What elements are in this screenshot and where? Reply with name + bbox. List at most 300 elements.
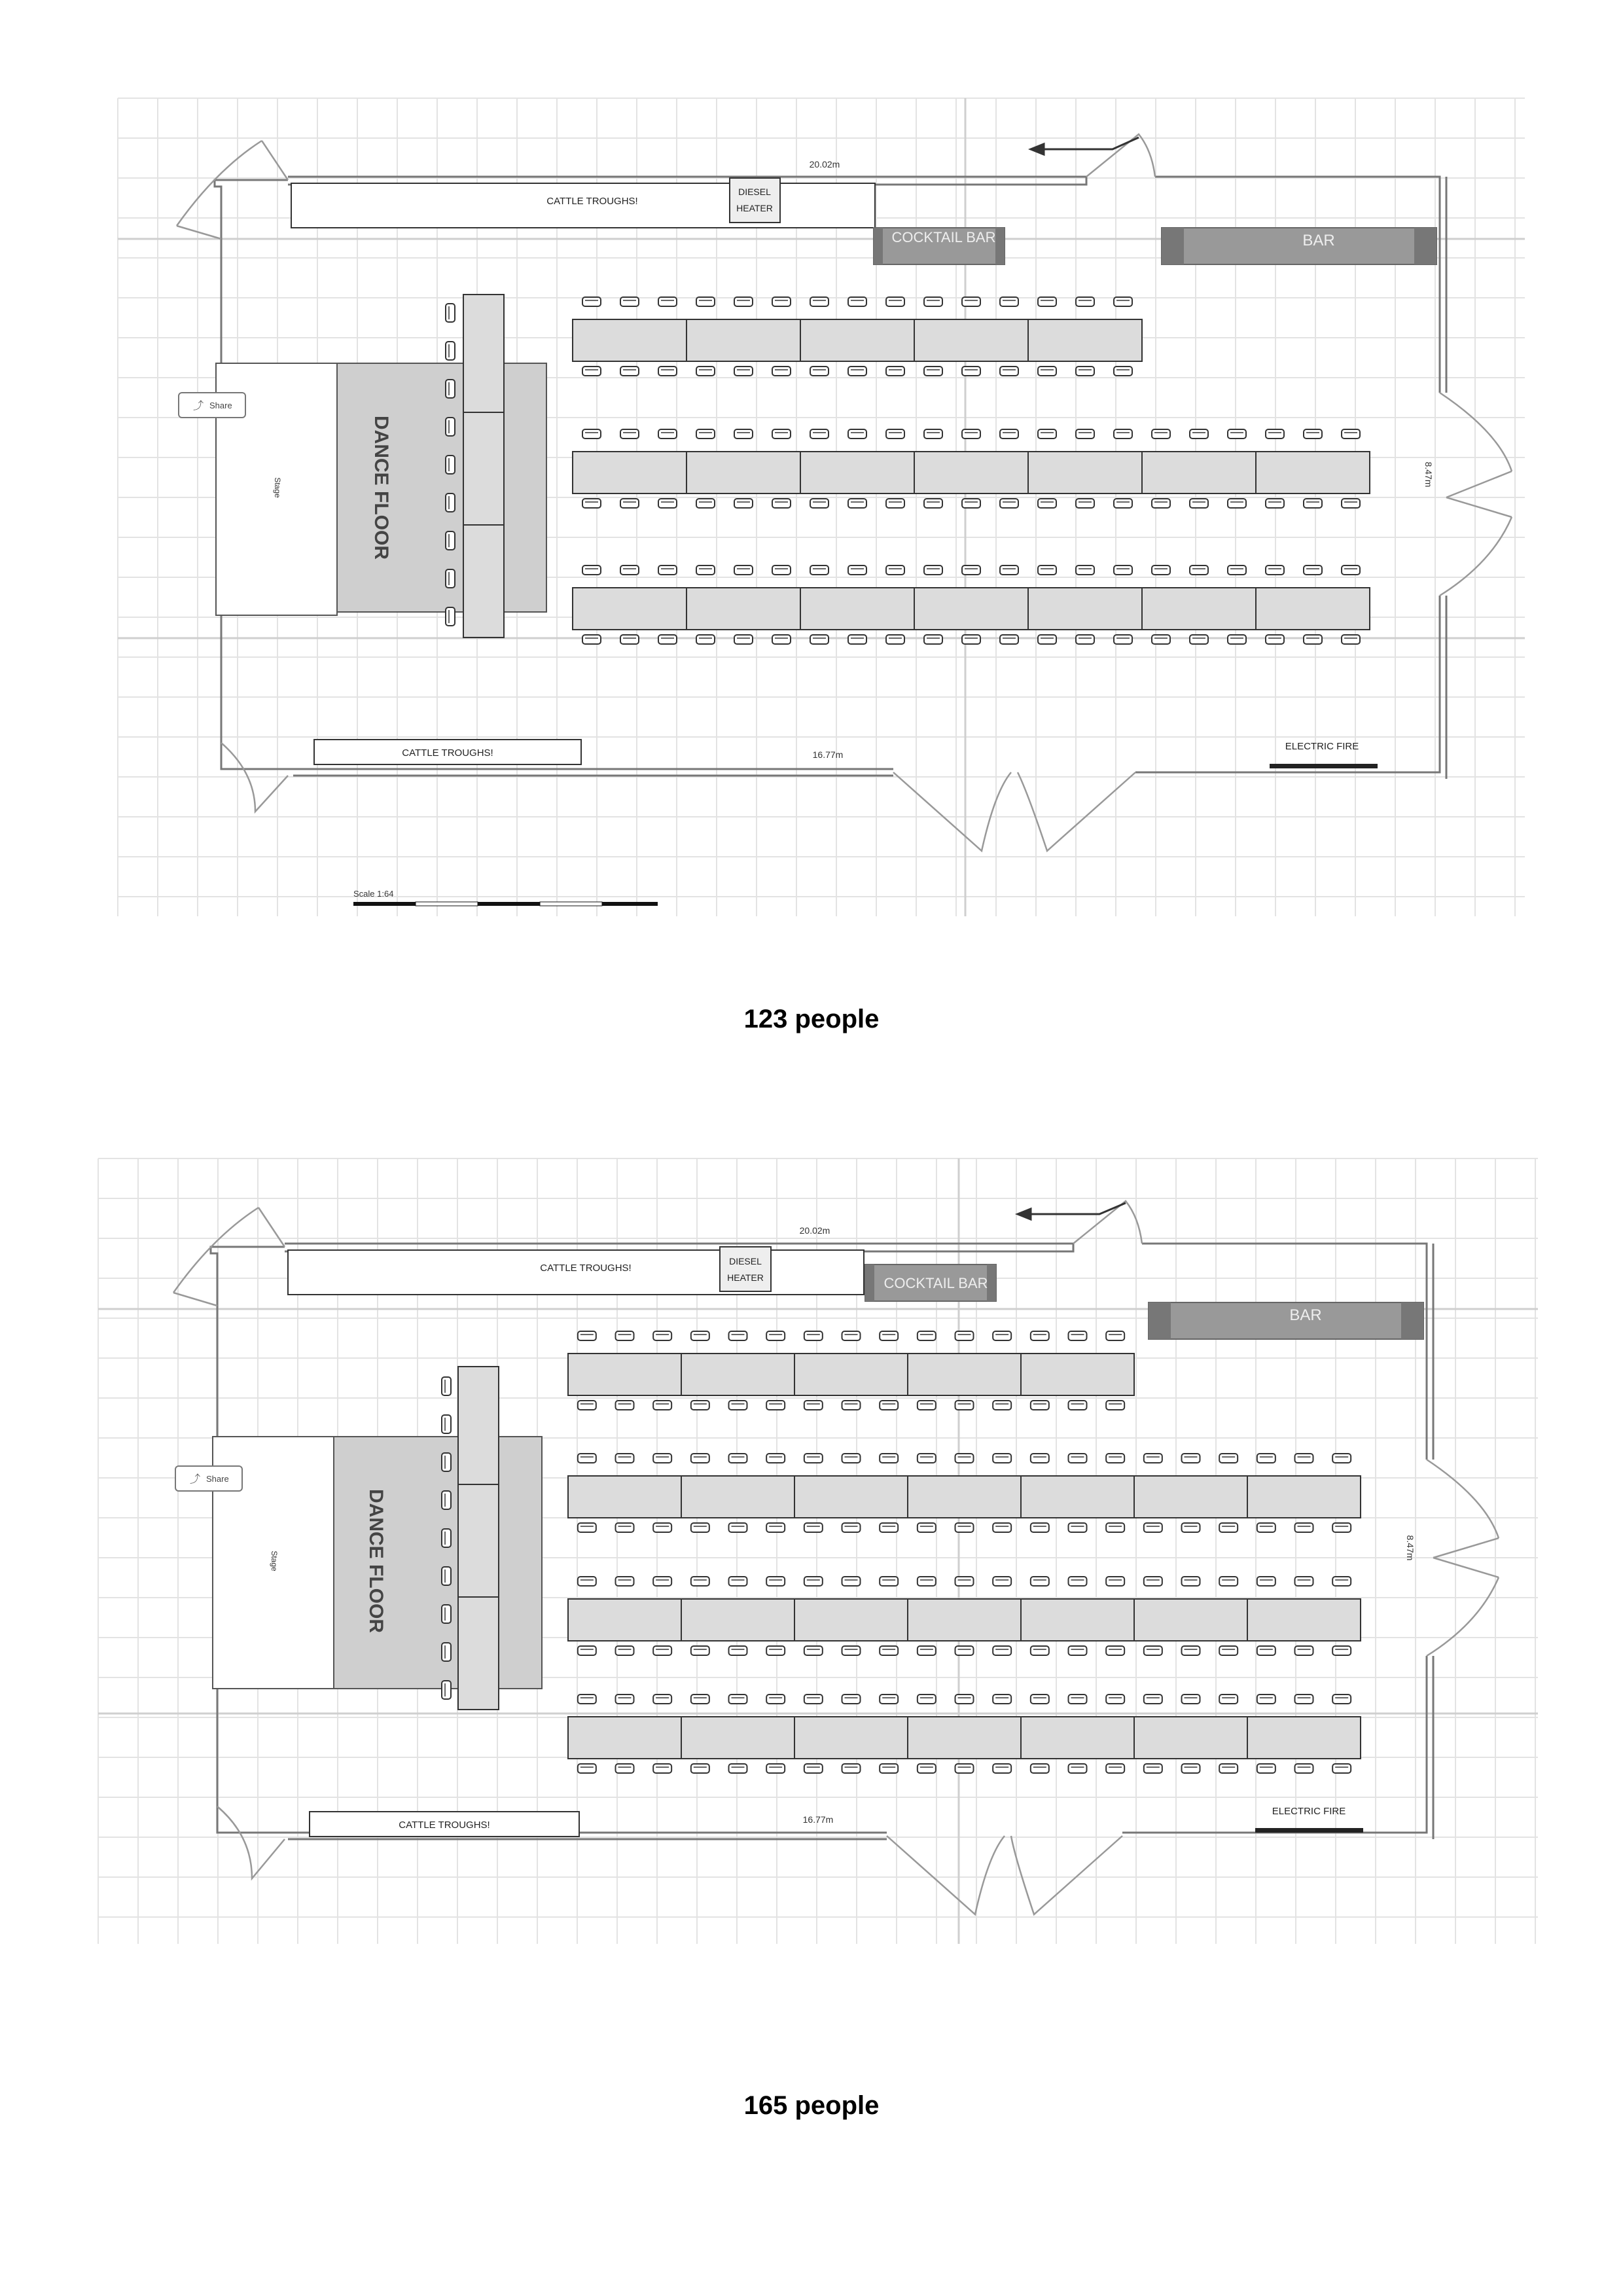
- chair: [696, 565, 715, 575]
- bar-label: BAR: [1302, 232, 1335, 249]
- chair: [1106, 1523, 1124, 1532]
- side-dimension: 8.47m: [1423, 461, 1434, 488]
- chair: [1152, 635, 1170, 644]
- chair: [729, 1577, 747, 1586]
- chair: [1069, 1764, 1087, 1773]
- chair: [880, 1695, 898, 1704]
- chair: [1304, 429, 1322, 439]
- chair: [962, 297, 980, 306]
- chair: [582, 367, 601, 376]
- banquet-table: [1247, 1717, 1361, 1759]
- chair: [446, 456, 455, 474]
- dance-floor-label: DANCE FLOOR: [365, 1489, 387, 1633]
- chair: [1069, 1401, 1087, 1410]
- arrow-icon: [1018, 1203, 1126, 1219]
- chair: [1219, 1764, 1238, 1773]
- chair: [848, 297, 866, 306]
- cattle-troughs-top-label: CATTLE TROUGHS!: [540, 1263, 632, 1274]
- banquet-table: [1247, 1599, 1361, 1641]
- banquet-table: [800, 319, 914, 361]
- chair: [578, 1331, 596, 1340]
- chair: [620, 635, 639, 644]
- banquet-table: [1142, 588, 1256, 630]
- chair: [653, 1523, 671, 1532]
- chair: [1031, 1454, 1049, 1463]
- seating-rows: [573, 297, 1370, 644]
- chair: [1076, 565, 1094, 575]
- chair: [766, 1577, 785, 1586]
- chair: [620, 429, 639, 439]
- banquet-table: [681, 1476, 794, 1518]
- chair: [993, 1764, 1011, 1773]
- chair: [658, 429, 677, 439]
- chair: [1114, 565, 1132, 575]
- chair: [616, 1577, 634, 1586]
- chair: [772, 367, 791, 376]
- main-bar: [1149, 1302, 1423, 1339]
- chair: [1266, 565, 1284, 575]
- chair: [886, 367, 904, 376]
- chair: [442, 1453, 451, 1471]
- chair: [696, 429, 715, 439]
- chair: [691, 1401, 709, 1410]
- chair: [578, 1577, 596, 1586]
- banquet-table: [1028, 319, 1142, 361]
- chair: [729, 1401, 747, 1410]
- cattle-troughs-bottom-label: CATTLE TROUGHS!: [399, 1820, 490, 1831]
- chair: [955, 1577, 974, 1586]
- dance-floor-label: DANCE FLOOR: [370, 416, 392, 560]
- chair: [880, 1523, 898, 1532]
- chair: [582, 565, 601, 575]
- chair: [955, 1331, 974, 1340]
- chair: [1114, 367, 1132, 376]
- chair: [918, 1695, 936, 1704]
- chair: [734, 367, 753, 376]
- chair: [1000, 429, 1018, 439]
- chair: [1031, 1523, 1049, 1532]
- chair: [772, 429, 791, 439]
- bottom-dimension: 16.77m: [802, 1814, 834, 1825]
- chair: [442, 1377, 451, 1395]
- stage-label: Stage: [270, 1551, 279, 1571]
- chair: [924, 367, 942, 376]
- chair: [1031, 1577, 1049, 1586]
- banquet-table: [794, 1717, 908, 1759]
- caption-165: 165 people: [743, 2091, 880, 2120]
- banquet-table: [1142, 452, 1256, 493]
- chair: [658, 297, 677, 306]
- chair: [993, 1577, 1011, 1586]
- chair: [886, 499, 904, 508]
- scale-bar: [353, 902, 658, 906]
- caption-123: 123 people: [743, 1005, 880, 1033]
- chair: [804, 1646, 823, 1655]
- chair: [446, 607, 455, 626]
- chair: [918, 1523, 936, 1532]
- chair: [1190, 499, 1208, 508]
- chair: [653, 1454, 671, 1463]
- chair: [1304, 635, 1322, 644]
- chair: [1342, 635, 1360, 644]
- diesel-heater-label-2: HEATER: [736, 203, 773, 213]
- chair: [1114, 297, 1132, 306]
- cocktail-bar-label: COCKTAIL BAR: [883, 1275, 988, 1291]
- top-dimension: 20.02m: [799, 1225, 830, 1236]
- head-table-chairs: [442, 1377, 451, 1699]
- chair: [842, 1454, 861, 1463]
- main-bar: [1162, 228, 1436, 264]
- chair: [766, 1764, 785, 1773]
- chair: [616, 1695, 634, 1704]
- chair: [886, 635, 904, 644]
- chair: [842, 1331, 861, 1340]
- chair: [1144, 1523, 1162, 1532]
- chair: [1266, 429, 1284, 439]
- chair: [658, 499, 677, 508]
- chair: [1076, 297, 1094, 306]
- chair: [955, 1764, 974, 1773]
- chair: [1228, 429, 1246, 439]
- chair: [810, 297, 829, 306]
- chair: [766, 1454, 785, 1463]
- chair: [1332, 1764, 1351, 1773]
- chair: [810, 565, 829, 575]
- chair: [993, 1523, 1011, 1532]
- chair: [962, 635, 980, 644]
- electric-fire-label: ELECTRIC FIRE: [1285, 741, 1359, 752]
- chair: [1144, 1764, 1162, 1773]
- banquet-table: [908, 1717, 1021, 1759]
- chair: [582, 429, 601, 439]
- scale-label: Scale 1:64: [353, 889, 394, 899]
- chair: [691, 1764, 709, 1773]
- chair: [1152, 429, 1170, 439]
- chair: [1304, 499, 1322, 508]
- chair: [848, 499, 866, 508]
- chair: [1219, 1523, 1238, 1532]
- chair: [734, 635, 753, 644]
- chair: [772, 297, 791, 306]
- diesel-heater: [730, 178, 780, 223]
- electric-fire-label: ELECTRIC FIRE: [1272, 1806, 1346, 1817]
- banquet-table: [681, 1599, 794, 1641]
- chair: [804, 1331, 823, 1340]
- chair: [1144, 1646, 1162, 1655]
- chair: [442, 1491, 451, 1509]
- chair: [1069, 1523, 1087, 1532]
- chair: [1144, 1577, 1162, 1586]
- banquet-table: [914, 452, 1028, 493]
- chair: [1031, 1646, 1049, 1655]
- chair: [1106, 1331, 1124, 1340]
- banquet-table: [1028, 588, 1142, 630]
- banquet-table: [568, 1476, 681, 1518]
- chair: [1332, 1646, 1351, 1655]
- chair: [993, 1454, 1011, 1463]
- chair: [620, 565, 639, 575]
- chair: [955, 1454, 974, 1463]
- chair: [962, 367, 980, 376]
- chair: [1076, 367, 1094, 376]
- head-table: [458, 1367, 499, 1710]
- dance-floor: [337, 363, 546, 612]
- chair: [446, 569, 455, 588]
- chair: [804, 1454, 823, 1463]
- chair: [578, 1646, 596, 1655]
- chair: [842, 1646, 861, 1655]
- chair: [1069, 1454, 1087, 1463]
- chair: [696, 297, 715, 306]
- chair: [918, 1577, 936, 1586]
- chair: [848, 429, 866, 439]
- banquet-table: [1021, 1476, 1134, 1518]
- chair: [734, 499, 753, 508]
- chair: [1219, 1577, 1238, 1586]
- chair: [442, 1643, 451, 1661]
- chair: [1332, 1454, 1351, 1463]
- chair: [1257, 1764, 1275, 1773]
- chair: [1219, 1695, 1238, 1704]
- chair: [880, 1764, 898, 1773]
- chair: [729, 1454, 747, 1463]
- chair: [918, 1454, 936, 1463]
- chair: [1000, 565, 1018, 575]
- chair: [620, 367, 639, 376]
- chair: [1295, 1454, 1313, 1463]
- banquet-table: [687, 452, 800, 493]
- chair: [1106, 1401, 1124, 1410]
- cattle-troughs-bottom-label: CATTLE TROUGHS!: [402, 747, 493, 759]
- chair: [1257, 1454, 1275, 1463]
- chair: [582, 499, 601, 508]
- chair: [653, 1577, 671, 1586]
- chair: [848, 565, 866, 575]
- chair: [993, 1331, 1011, 1340]
- chair: [1038, 635, 1056, 644]
- chair: [578, 1695, 596, 1704]
- banquet-table: [1134, 1717, 1247, 1759]
- chair: [696, 499, 715, 508]
- banquet-table: [681, 1354, 794, 1395]
- chair: [1332, 1577, 1351, 1586]
- chair: [1076, 635, 1094, 644]
- chair: [880, 1577, 898, 1586]
- chair: [442, 1567, 451, 1585]
- chair: [842, 1764, 861, 1773]
- chair: [848, 635, 866, 644]
- banquet-table: [1021, 1599, 1134, 1641]
- chair: [1000, 499, 1018, 508]
- chair: [1266, 499, 1284, 508]
- chair: [616, 1646, 634, 1655]
- banquet-table: [573, 452, 687, 493]
- chair: [1182, 1577, 1200, 1586]
- chair: [772, 499, 791, 508]
- chair: [446, 380, 455, 398]
- banquet-table: [568, 1717, 681, 1759]
- chair: [804, 1523, 823, 1532]
- chair: [1342, 429, 1360, 439]
- diesel-heater: [720, 1247, 771, 1291]
- chair: [848, 367, 866, 376]
- chair: [691, 1454, 709, 1463]
- top-dimension: 20.02m: [809, 159, 840, 170]
- chair: [446, 418, 455, 436]
- chair: [691, 1646, 709, 1655]
- chair: [1031, 1401, 1049, 1410]
- chair: [1114, 635, 1132, 644]
- chair: [1038, 297, 1056, 306]
- chair: [1182, 1764, 1200, 1773]
- cattle-troughs-top-label: CATTLE TROUGHS!: [546, 196, 638, 207]
- chair: [842, 1695, 861, 1704]
- banquet-table: [908, 1599, 1021, 1641]
- chair: [1190, 565, 1208, 575]
- banquet-table: [573, 588, 687, 630]
- banquet-table: [794, 1476, 908, 1518]
- chair: [993, 1646, 1011, 1655]
- chair: [993, 1695, 1011, 1704]
- chair: [729, 1646, 747, 1655]
- chair: [658, 565, 677, 575]
- chair: [578, 1523, 596, 1532]
- chair: [1031, 1695, 1049, 1704]
- chair: [734, 297, 753, 306]
- chair: [804, 1401, 823, 1410]
- banquet-table: [681, 1717, 794, 1759]
- chair: [880, 1454, 898, 1463]
- banquet-table: [1247, 1476, 1361, 1518]
- chair: [1069, 1577, 1087, 1586]
- chair: [1295, 1523, 1313, 1532]
- share-icon: ⤴: [190, 1474, 201, 1485]
- head-table: [463, 295, 504, 637]
- head-table-chairs: [446, 304, 455, 626]
- chair: [810, 635, 829, 644]
- chair: [729, 1764, 747, 1773]
- chair: [1219, 1454, 1238, 1463]
- chair: [620, 297, 639, 306]
- chair: [1144, 1695, 1162, 1704]
- diesel-heater-label-1: DIESEL: [729, 1256, 762, 1266]
- chair: [729, 1523, 747, 1532]
- chair: [955, 1401, 974, 1410]
- chair: [1228, 565, 1246, 575]
- chair: [1038, 429, 1056, 439]
- floor-plan-165: [0, 1119, 1623, 1970]
- banquet-table: [687, 588, 800, 630]
- chair: [766, 1523, 785, 1532]
- banquet-table: [1021, 1717, 1134, 1759]
- chair: [1144, 1454, 1162, 1463]
- chair: [653, 1695, 671, 1704]
- chair: [918, 1331, 936, 1340]
- banquet-table: [687, 319, 800, 361]
- chair: [442, 1415, 451, 1433]
- chair: [696, 367, 715, 376]
- chair: [1219, 1646, 1238, 1655]
- electric-fire: [1255, 1828, 1363, 1833]
- chair: [886, 565, 904, 575]
- banquet-table: [1134, 1476, 1247, 1518]
- chair: [810, 429, 829, 439]
- chair: [1114, 429, 1132, 439]
- chair: [691, 1695, 709, 1704]
- chair: [1257, 1577, 1275, 1586]
- electric-fire: [1270, 764, 1378, 768]
- chair: [442, 1681, 451, 1699]
- chair: [962, 499, 980, 508]
- chair: [810, 499, 829, 508]
- chair: [924, 499, 942, 508]
- bar-label: BAR: [1289, 1306, 1322, 1324]
- chair: [880, 1646, 898, 1655]
- chair: [1038, 499, 1056, 508]
- chair: [729, 1695, 747, 1704]
- chair: [1266, 635, 1284, 644]
- chair: [691, 1577, 709, 1586]
- chair: [842, 1401, 861, 1410]
- chair: [924, 635, 942, 644]
- chair: [1106, 1646, 1124, 1655]
- chair: [653, 1331, 671, 1340]
- chair: [1106, 1764, 1124, 1773]
- chair: [1342, 565, 1360, 575]
- chair: [691, 1331, 709, 1340]
- banquet-table: [1134, 1599, 1247, 1641]
- chair: [1257, 1523, 1275, 1532]
- chair: [1152, 499, 1170, 508]
- chair: [653, 1764, 671, 1773]
- chair: [1076, 499, 1094, 508]
- chair: [804, 1695, 823, 1704]
- banquet-table: [1021, 1354, 1134, 1395]
- chair: [1342, 499, 1360, 508]
- chair: [1295, 1646, 1313, 1655]
- chair: [446, 531, 455, 550]
- banquet-table: [1256, 452, 1370, 493]
- chair: [734, 429, 753, 439]
- chair: [734, 565, 753, 575]
- chair: [578, 1454, 596, 1463]
- chair: [442, 1529, 451, 1547]
- chair: [1114, 499, 1132, 508]
- chair: [766, 1695, 785, 1704]
- chair: [1190, 429, 1208, 439]
- chair: [1304, 565, 1322, 575]
- chair: [772, 635, 791, 644]
- chair: [804, 1577, 823, 1586]
- chair: [962, 429, 980, 439]
- chair: [442, 1605, 451, 1623]
- chair: [729, 1331, 747, 1340]
- chair: [1257, 1646, 1275, 1655]
- banquet-table: [908, 1354, 1021, 1395]
- chair: [1295, 1764, 1313, 1773]
- share-icon: ⤴: [193, 401, 204, 412]
- stage-label: Stage: [273, 477, 282, 498]
- chair: [886, 297, 904, 306]
- share-button[interactable]: [179, 393, 245, 418]
- side-dimension: 8.47m: [1405, 1535, 1416, 1561]
- banquet-table: [800, 452, 914, 493]
- banquet-table: [914, 588, 1028, 630]
- share-button[interactable]: [175, 1466, 242, 1491]
- cocktail-bar-label: COCKTAIL BAR: [891, 229, 996, 245]
- banquet-table: [914, 319, 1028, 361]
- chair: [1069, 1646, 1087, 1655]
